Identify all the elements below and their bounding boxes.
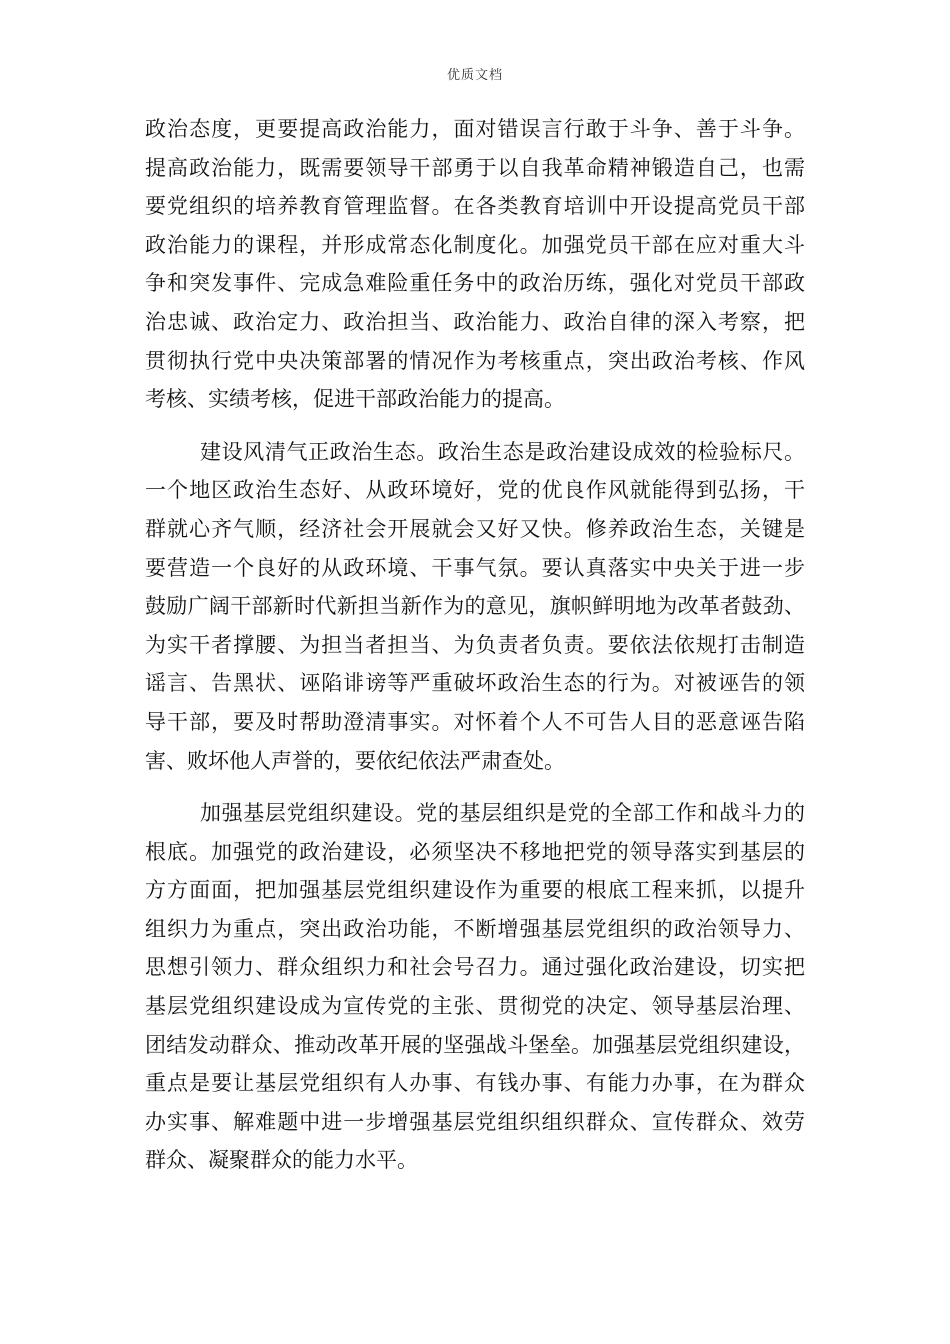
- document-body: [145, 110, 805, 1180]
- text-line: 为实干者撑腰、为担当者担当、为负责者负责。要依法依规打击制造: [145, 632, 805, 657]
- text-line: 提高政治能力，既需要领导干部勇于以自我革命精神锻造自己，也需: [145, 155, 805, 180]
- text-line: 贯彻执行党中央决策部署的情况作为考核重点，突出政治考核、作风: [145, 348, 805, 373]
- text-line: 团结发动群众、推动改革开展的坚强战斗堡垒。加强基层党组织建设，: [145, 1032, 805, 1057]
- text-line: 根底。加强党的政治建设，必须坚决不移地把党的领导落实到基层的: [145, 839, 805, 864]
- text-line: 鼓励广阔干部新时代新担当新作为的意见，旗帜鲜明地为改革者鼓劲、: [145, 594, 805, 619]
- paragraph-grassroots-organization: [145, 794, 805, 1180]
- text-line: 要党组织的培养教育管理监督。在各类教育培训中开设提高党员干部: [145, 194, 805, 219]
- paragraph-spacer: [145, 780, 805, 794]
- text-line: 方方面面，把加强基层党组织建设作为重要的根底工程来抓，以提升: [145, 878, 805, 903]
- text-line: 重点是要让基层党组织有人办事、有钱办事、有能力办事，在为群众: [145, 1071, 805, 1096]
- text-line: 加强基层党组织建设。党的基层组织是党的全部工作和战斗力的: [200, 801, 805, 826]
- text-line: 谣言、告黑状、诬陷诽谤等严重破坏政治生态的行为。对被诬告的领: [145, 671, 805, 696]
- text-line: 要营造一个良好的从政环境、干事气氛。要认真落实中央关于进一步: [145, 555, 805, 580]
- paragraph-political-ecology: [145, 433, 805, 780]
- text-line: 害、败坏他人声誉的，要依纪依法严肃查处。: [145, 748, 565, 773]
- paragraph-political-capability: [145, 110, 805, 419]
- text-line: 考核、实绩考核，促进干部政治能力的提高。: [145, 387, 565, 412]
- text-line: 导干部，要及时帮助澄清事实。对怀着个人不可告人目的恶意诬告陷: [145, 709, 805, 734]
- text-line: 群众、凝聚群众的能力水平。: [145, 1148, 418, 1173]
- text-line: 政治能力的课程，并形成常态化制度化。加强党员干部在应对重大斗: [145, 232, 805, 257]
- text-line: 组织力为重点，突出政治功能，不断增强基层党组织的政治领导力、: [145, 916, 805, 941]
- page-header: 优质文档: [446, 68, 503, 83]
- paragraph-spacer: [145, 419, 805, 433]
- text-line: 基层党组织建设成为宣传党的主张、贯彻党的决定、领导基层治理、: [145, 994, 805, 1019]
- text-line: 办实事、解难题中进一步增强基层党组织组织群众、宣传群众、效劳: [145, 1109, 805, 1134]
- text-line: 争和突发事件、完成急难险重任务中的政治历练，强化对党员干部政: [145, 271, 805, 296]
- text-line: 建设风清气正政治生态。政治生态是政治建设成效的检验标尺。: [200, 439, 805, 464]
- text-line: 群就心齐气顺，经济社会开展就会又好又快。修养政治生态，关键是: [145, 516, 805, 541]
- text-line: 思想引领力、群众组织力和社会号召力。通过强化政治建设，切实把: [145, 955, 805, 980]
- text-line: 一个地区政治生态好、从政环境好，党的优良作风就能得到弘扬，干: [145, 478, 805, 503]
- text-line: 治忠诚、政治定力、政治担当、政治能力、政治自律的深入考察，把: [145, 309, 805, 334]
- text-line: 政治态度，更要提高政治能力，面对错误言行敢于斗争、善于斗争。: [145, 117, 805, 141]
